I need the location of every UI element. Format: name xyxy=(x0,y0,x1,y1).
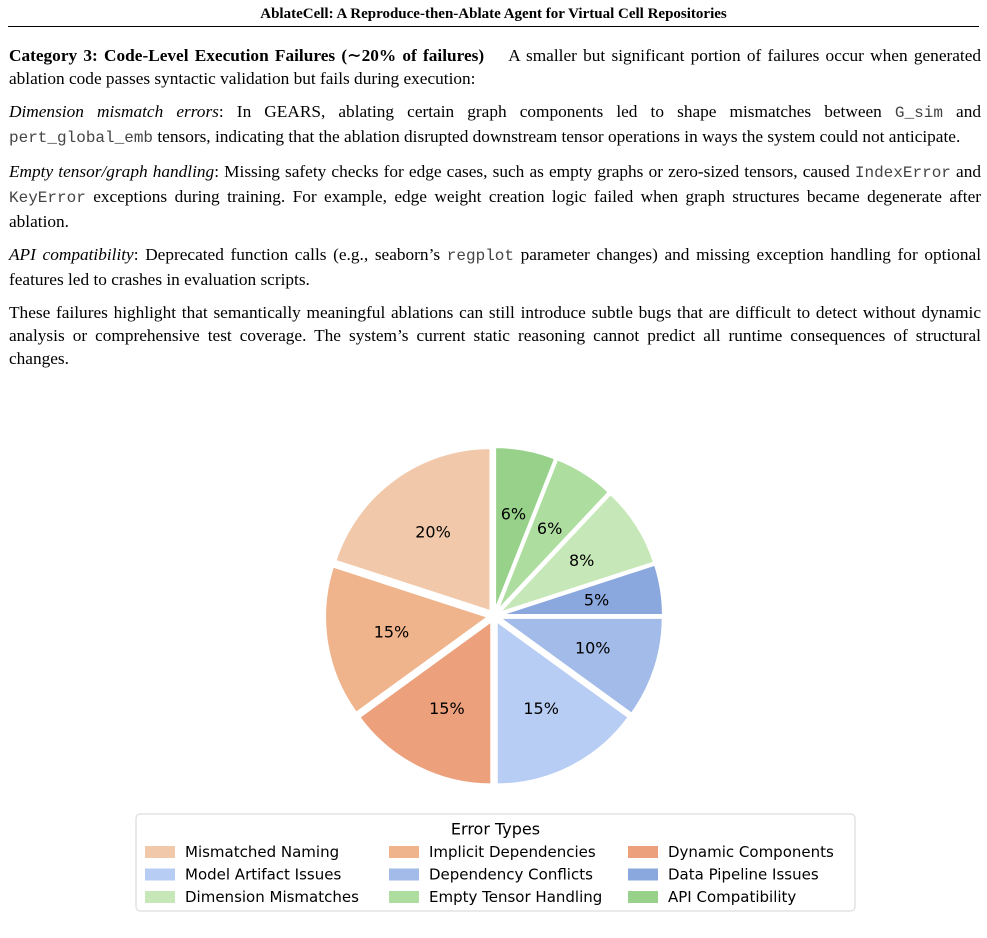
legend-swatch xyxy=(389,846,419,858)
legend-swatch xyxy=(628,891,658,903)
slice-label: 6% xyxy=(536,518,563,538)
category-intro: A smaller but significant portion of failures occur when generated ablation code passes syntactic validation but fails during execution: xyxy=(9,46,982,88)
pie-chart-figure xyxy=(0,430,987,933)
item-term: Empty tensor/graph handling xyxy=(9,162,215,181)
legend-label: Model Artifact Issues xyxy=(185,865,342,884)
inline-code: KeyError xyxy=(9,189,86,207)
item-paragraph xyxy=(9,100,981,150)
slice-label: 8% xyxy=(568,550,595,570)
legend-swatch xyxy=(628,846,658,858)
legend-swatch xyxy=(145,846,175,858)
item-text xyxy=(9,245,981,289)
legend-title: Error Types xyxy=(450,819,541,839)
slice-label: 6% xyxy=(500,504,527,524)
slice-label: 20% xyxy=(415,522,451,542)
running-title: AblateCell: A Reproduce-then-Ablate Agent for Virtual Cell Repositories xyxy=(260,6,727,22)
legend-label: Implicit Dependencies xyxy=(429,843,596,861)
item-term: Dimension mismatch errors xyxy=(9,102,219,121)
category-heading: Category 3: Code-Level Execution Failures (∼20% of failures) xyxy=(9,46,485,65)
legend-label: Data Pipeline Issues xyxy=(668,865,819,884)
pie-chart xyxy=(0,430,987,933)
legend-swatch xyxy=(389,891,419,903)
text-run: and xyxy=(942,102,981,121)
legend-label: Dimension Mismatches xyxy=(185,888,359,906)
legend-label: Dependency Conflicts xyxy=(429,865,593,884)
legend-swatch xyxy=(628,869,658,881)
legend-swatch xyxy=(145,891,175,903)
item-term: API compatibility xyxy=(9,245,134,264)
slice-label: 10% xyxy=(574,638,611,658)
inline-code: pert_global_emb xyxy=(9,129,154,147)
item-paragraph xyxy=(9,160,981,233)
legend-label: Mismatched Naming xyxy=(185,843,340,861)
text-run: tensors, indicating that the ablation disrupted downstream tensor operations in ways the system could not anticipate. xyxy=(153,127,961,146)
text-run: : Deprecated function calls (e.g., seaborn’s xyxy=(133,245,447,264)
inline-code: IndexError xyxy=(854,164,951,182)
slice-label: 15% xyxy=(373,622,410,642)
slice-label: 5% xyxy=(583,590,610,610)
text-run: : Missing safety checks for edge cases, such as empty graphs or zero-sized tensors, caused xyxy=(214,162,855,181)
slice-label: 15% xyxy=(429,698,465,718)
inline-code: regplot xyxy=(446,247,514,265)
legend-label: Empty Tensor Handling xyxy=(429,888,603,906)
text-run: and xyxy=(950,162,981,181)
item-paragraph xyxy=(9,243,981,291)
conclusion-paragraph: These failures highlight that semantically meaningful ablations can still introduce subtle bugs that are difficult to detect without dynamic analysis or comprehensive test coverage. The system’s current static reasoning cannot predict all runtime consequences of structural changes. xyxy=(9,303,981,368)
category-paragraph xyxy=(9,44,981,90)
header-rule xyxy=(8,26,979,27)
legend-swatch xyxy=(389,869,419,881)
slice-label: 15% xyxy=(523,698,559,718)
legend-label: Dynamic Components xyxy=(668,843,834,861)
text-run: parameter changes) and missing exception handling for optional features led to crashes in evaluation scripts. xyxy=(9,245,981,289)
legend-label: API Compatibility xyxy=(668,888,797,906)
text-run: : In GEARS, ablating certain graph components led to shape mismatches between xyxy=(218,102,895,121)
inline-code: G_sim xyxy=(894,104,943,122)
legend-swatch xyxy=(145,869,175,881)
body-text xyxy=(9,44,981,380)
text-run: exceptions during training. For example, edge weight creation logic failed when graph structures became degenerate after ablation. xyxy=(9,187,981,231)
